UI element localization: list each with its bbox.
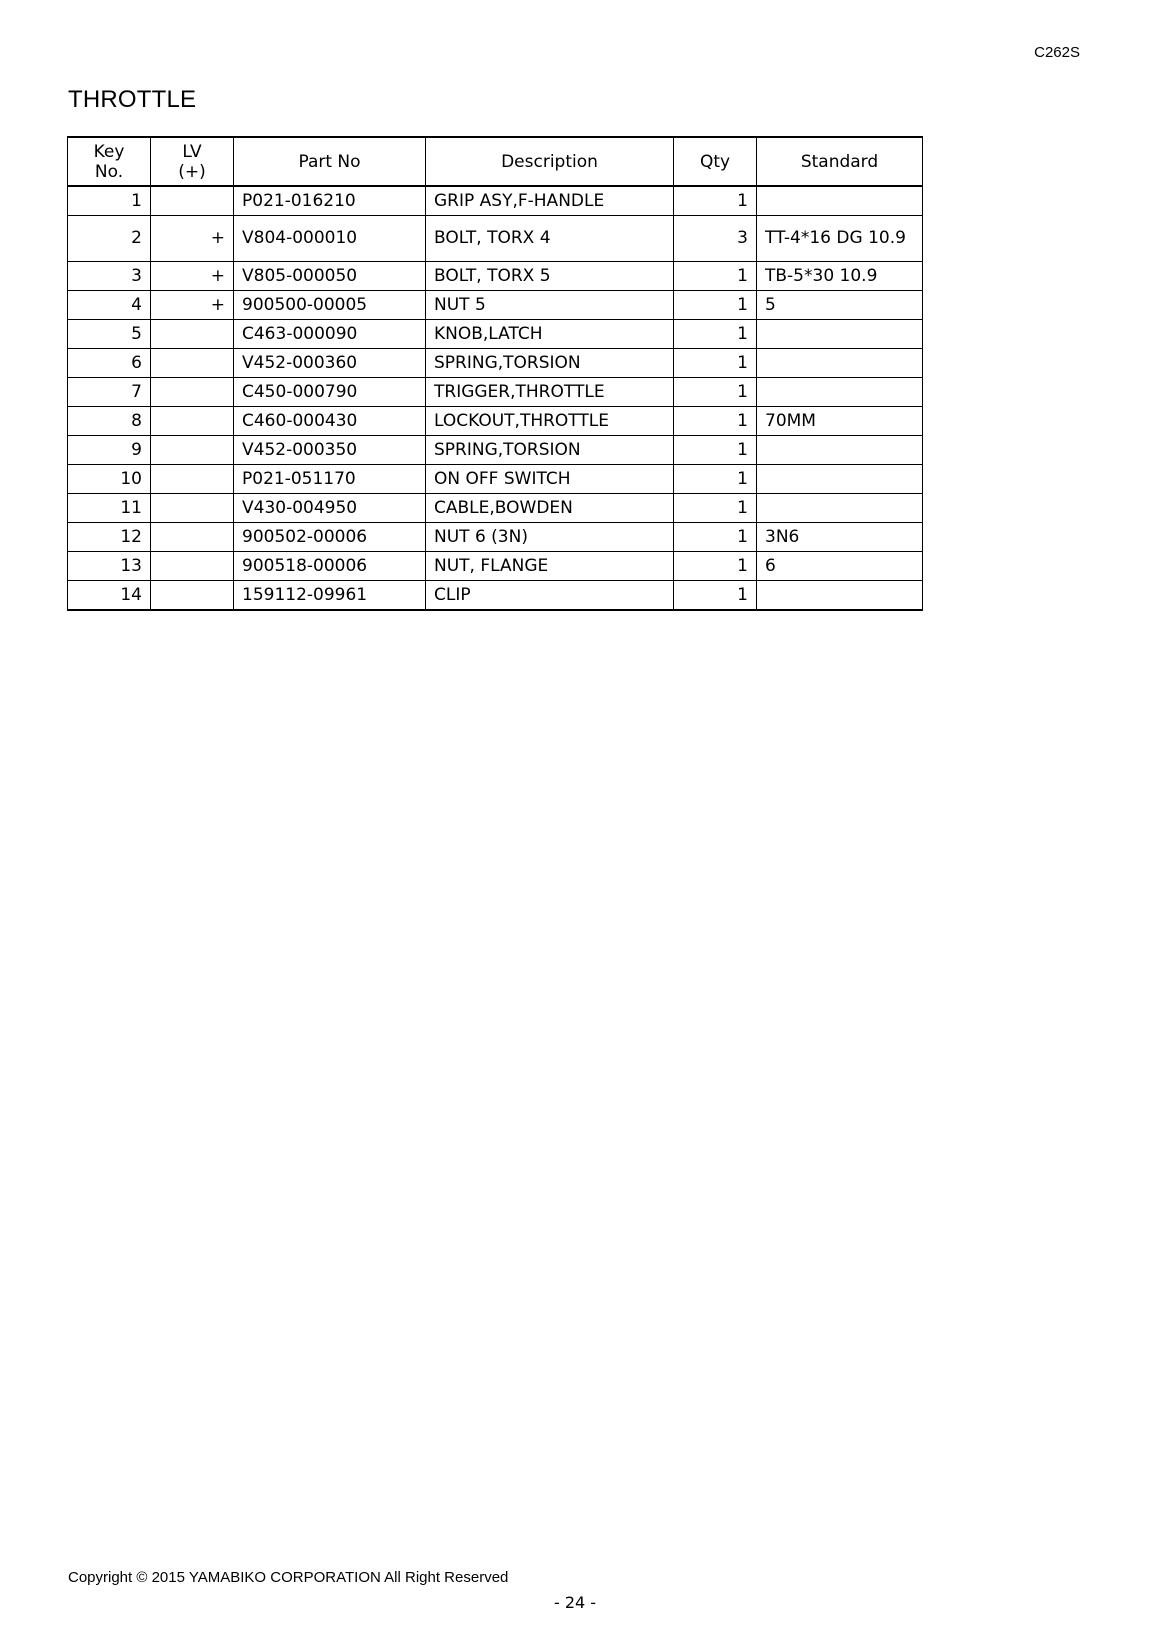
column-header-lv-line2: (+) [178,161,206,182]
section-title: THROTTLE [68,86,197,113]
cell-lv [151,320,234,349]
cell-qty: 1 [674,523,757,552]
cell-key-no: 9 [68,436,151,465]
table-row [68,465,923,494]
cell-key-no: 6 [68,349,151,378]
cell-standard: TB-5*30 10.9 [757,262,923,291]
cell-key-no: 8 [68,407,151,436]
cell-part-no: V804-000010 [234,216,426,262]
column-header-key-line2: No. [94,161,124,182]
cell-key-no: 4 [68,291,151,320]
table-row [68,262,923,291]
cell-description: KNOB,LATCH [426,320,674,349]
cell-key-no: 10 [68,465,151,494]
cell-qty: 1 [674,378,757,407]
table-row [68,186,923,216]
cell-key-no: 5 [68,320,151,349]
cell-qty: 3 [674,216,757,262]
cell-description: SPRING,TORSION [426,436,674,465]
column-header-standard: Standard [757,137,923,186]
cell-key-no: 3 [68,262,151,291]
column-header-key-line1: Key [93,141,125,162]
cell-lv: + [151,291,234,320]
cell-standard [757,465,923,494]
cell-key-no: 12 [68,523,151,552]
table-row [68,349,923,378]
cell-standard: TT-4*16 DG 10.9 [757,216,923,262]
cell-part-no: V452-000360 [234,349,426,378]
cell-qty: 1 [674,436,757,465]
cell-lv [151,465,234,494]
cell-lv: + [151,216,234,262]
cell-description: NUT 5 [426,291,674,320]
cell-qty: 1 [674,349,757,378]
cell-qty: 1 [674,186,757,216]
cell-lv [151,581,234,611]
cell-part-no: 159112-09961 [234,581,426,611]
cell-standard [757,320,923,349]
cell-part-no: 900500-00005 [234,291,426,320]
cell-description: CLIP [426,581,674,611]
cell-lv [151,436,234,465]
table-row [68,407,923,436]
cell-description: NUT 6 (3N) [426,523,674,552]
cell-description: ON OFF SWITCH [426,465,674,494]
column-header-key-no [68,137,151,186]
cell-lv [151,523,234,552]
cell-qty: 1 [674,552,757,581]
cell-qty: 1 [674,320,757,349]
table-header-row [68,137,923,186]
table-row [68,291,923,320]
cell-key-no: 7 [68,378,151,407]
column-header-lv-line1: LV [182,141,202,162]
cell-lv: + [151,262,234,291]
cell-part-no: V805-000050 [234,262,426,291]
cell-part-no: V430-004950 [234,494,426,523]
cell-part-no: C463-000090 [234,320,426,349]
cell-part-no: C450-000790 [234,378,426,407]
cell-key-no: 13 [68,552,151,581]
cell-qty: 1 [674,291,757,320]
cell-key-no: 2 [68,216,151,262]
column-header-lv [151,137,234,186]
cell-lv [151,494,234,523]
table-row [68,320,923,349]
cell-description: BOLT, TORX 5 [426,262,674,291]
cell-lv [151,407,234,436]
cell-standard [757,581,923,611]
cell-description: CABLE,BOWDEN [426,494,674,523]
model-code: C262S [1034,44,1080,61]
cell-qty: 1 [674,494,757,523]
cell-standard: 70MM [757,407,923,436]
cell-part-no: P021-051170 [234,465,426,494]
table-row [68,523,923,552]
column-header-description: Description [426,137,674,186]
cell-standard [757,494,923,523]
cell-standard: 6 [757,552,923,581]
cell-qty: 1 [674,262,757,291]
cell-key-no: 14 [68,581,151,611]
cell-standard: 3N6 [757,523,923,552]
copyright-notice: Copyright © 2015 YAMABIKO CORPORATION All Right Reserved [68,1569,509,1586]
column-header-qty: Qty [674,137,757,186]
cell-lv [151,186,234,216]
table-row [68,378,923,407]
parts-table [67,136,923,611]
cell-qty: 1 [674,407,757,436]
parts-table-body [68,186,923,610]
cell-lv [151,552,234,581]
page-number: - 24 - [553,1593,597,1612]
cell-lv [151,378,234,407]
cell-qty: 1 [674,581,757,611]
cell-qty: 1 [674,465,757,494]
cell-description: SPRING,TORSION [426,349,674,378]
table-row [68,494,923,523]
table-row [68,581,923,611]
cell-standard [757,186,923,216]
cell-description: LOCKOUT,THROTTLE [426,407,674,436]
cell-standard: 5 [757,291,923,320]
cell-key-no: 11 [68,494,151,523]
cell-part-no: 900518-00006 [234,552,426,581]
cell-lv [151,349,234,378]
cell-description: GRIP ASY,F-HANDLE [426,186,674,216]
cell-part-no: 900502-00006 [234,523,426,552]
cell-description: NUT, FLANGE [426,552,674,581]
cell-key-no: 1 [68,186,151,216]
cell-part-no: V452-000350 [234,436,426,465]
table-row [68,216,923,262]
cell-description: BOLT, TORX 4 [426,216,674,262]
column-header-part-no: Part No [234,137,426,186]
table-row [68,436,923,465]
cell-standard [757,349,923,378]
cell-part-no: C460-000430 [234,407,426,436]
cell-description: TRIGGER,THROTTLE [426,378,674,407]
cell-standard [757,436,923,465]
cell-part-no: P021-016210 [234,186,426,216]
cell-standard [757,378,923,407]
table-row [68,552,923,581]
